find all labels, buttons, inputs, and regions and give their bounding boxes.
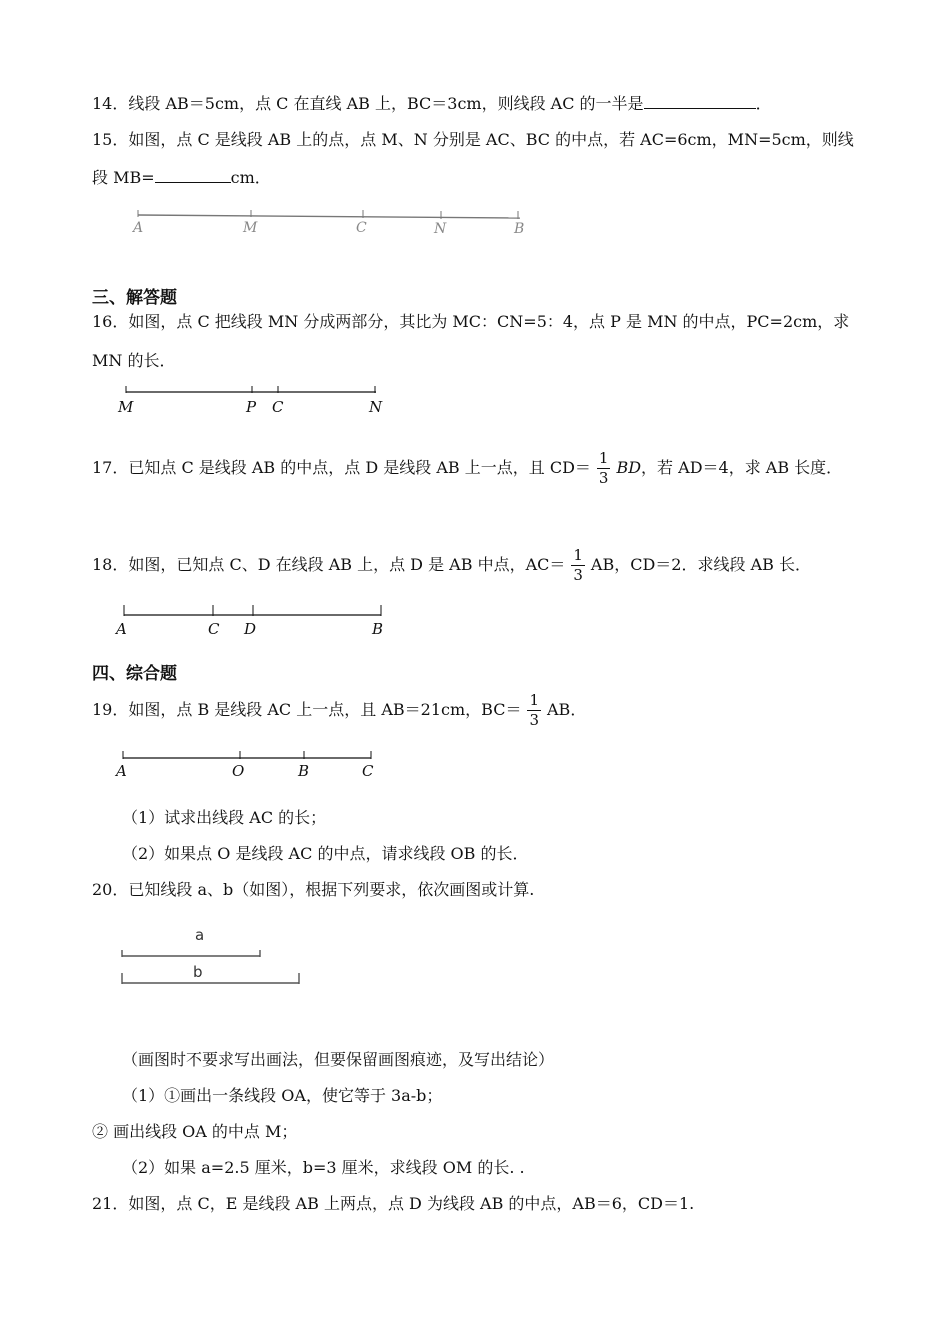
q19-diagram [116, 748, 396, 783]
q16-label-m: M [118, 398, 134, 416]
question-16-line2: MN 的长． [92, 351, 176, 370]
q19-label-a: A [116, 762, 127, 780]
q18-frac-num: 1 [573, 546, 583, 564]
q19-frac-num: 1 [529, 691, 539, 709]
q17-frac-den: 3 [598, 469, 609, 487]
q19-text-post: AB． [547, 700, 587, 719]
q18-frac-den: 3 [573, 566, 583, 584]
q15-label-n: N [434, 221, 447, 237]
section-4-title: 四、综合题 [92, 664, 177, 684]
q20-label-b: b [193, 963, 203, 981]
q18-label-d: D [244, 620, 257, 638]
q17-var: BD [616, 458, 642, 477]
q19-frac-den: 3 [529, 711, 539, 729]
question-16-line1: 16．如图，点 C 把线段 MN 分成两部分，其比为 MC：CN=5：4，点 P 是 MN 的中点，PC=2cm，求 [92, 312, 850, 331]
q15-label-a: A [133, 220, 144, 236]
q18-text-pre: 18．如图，已知点 C、D 在线段 AB 上，点 D 是 AB 中点，AC＝ [92, 555, 566, 574]
q19-fraction [527, 693, 541, 728]
q17-fraction [597, 451, 611, 486]
question-20-part2: （2）如果 a=2.5 厘米，b=3 厘米，求线段 OM 的长. . [122, 1158, 525, 1177]
q18-label-c: C [208, 620, 220, 638]
q16-label-n: N [369, 398, 383, 416]
q18-text-post: AB，CD＝2．求线段 AB 长． [590, 555, 811, 574]
q19-label-b: B [298, 762, 310, 780]
question-19 [92, 689, 586, 731]
q18-fraction [571, 548, 585, 583]
q18-diagram [116, 603, 396, 638]
question-21: 21．如图，点 C，E 是线段 AB 上两点，点 D 为线段 AB 的中点，AB＝6，CD＝1. [92, 1194, 695, 1213]
q19-label-c: C [362, 762, 374, 780]
q19-text-pre: 19．如图，点 B 是线段 AC 上一点，且 AB＝21cm，BC＝ [92, 700, 522, 719]
question-15-line2 [92, 166, 271, 189]
q20-diagram [117, 924, 317, 994]
question-15-line1: 15．如图，点 C 是线段 AB 上的点，点 M、N 分别是 AC、BC 的中点，若 AC=6cm，MN=5cm，则线 [92, 130, 854, 149]
q17-text-post: ，若 AD＝4，求 AB 长度． [641, 458, 843, 477]
q16-label-c: C [272, 398, 284, 416]
q18-label-a: A [116, 620, 127, 638]
q19-label-o: O [232, 762, 245, 780]
q17-frac-num: 1 [598, 449, 609, 467]
q14-text: 14．线段 AB＝5cm，点 C 在直线 AB 上，BC＝3cm，则线段 AC 的一半是 [92, 94, 644, 113]
question-19-part2: （2）如果点 O 是线段 AC 的中点，请求线段 OB 的长． [122, 844, 529, 863]
question-20-part1: （1）①画出一条线段 OA，使它等于 3a-b； [122, 1086, 443, 1105]
question-20-note: （画图时不要求写出画法，但要保留画图痕迹，及写出结论） [122, 1050, 555, 1069]
q14-end: ． [755, 94, 772, 113]
q15-label-c: C [356, 220, 367, 236]
question-17 [92, 447, 842, 489]
q15-text-pre: 段 MB= [92, 168, 155, 187]
q16-label-p: P [246, 398, 257, 416]
q15-diagram [130, 205, 530, 240]
q15-answer-blank[interactable] [155, 166, 231, 183]
question-20-part1b: ② 画出线段 OA 的中点 M； [92, 1122, 298, 1141]
q15-text-post: cm． [230, 168, 271, 187]
q15-label-m: M [243, 220, 258, 236]
q15-segment [138, 215, 520, 218]
question-18 [92, 544, 811, 586]
q15-label-b: B [514, 221, 525, 237]
question-14 [92, 92, 772, 115]
q16-diagram [118, 384, 398, 419]
question-20: 20．已知线段 a、b（如图），根据下列要求，依次画图或计算. [92, 880, 535, 899]
q17-text-pre: 17．已知点 C 是线段 AB 的中点，点 D 是线段 AB 上一点，且 CD＝ [92, 458, 591, 477]
question-19-part1: （1）试求出线段 AC 的长； [122, 808, 327, 827]
q20-label-a: a [195, 926, 205, 944]
q14-answer-blank[interactable] [644, 92, 756, 109]
q18-label-b: B [372, 620, 384, 638]
section-3-title: 三、解答题 [92, 288, 177, 308]
